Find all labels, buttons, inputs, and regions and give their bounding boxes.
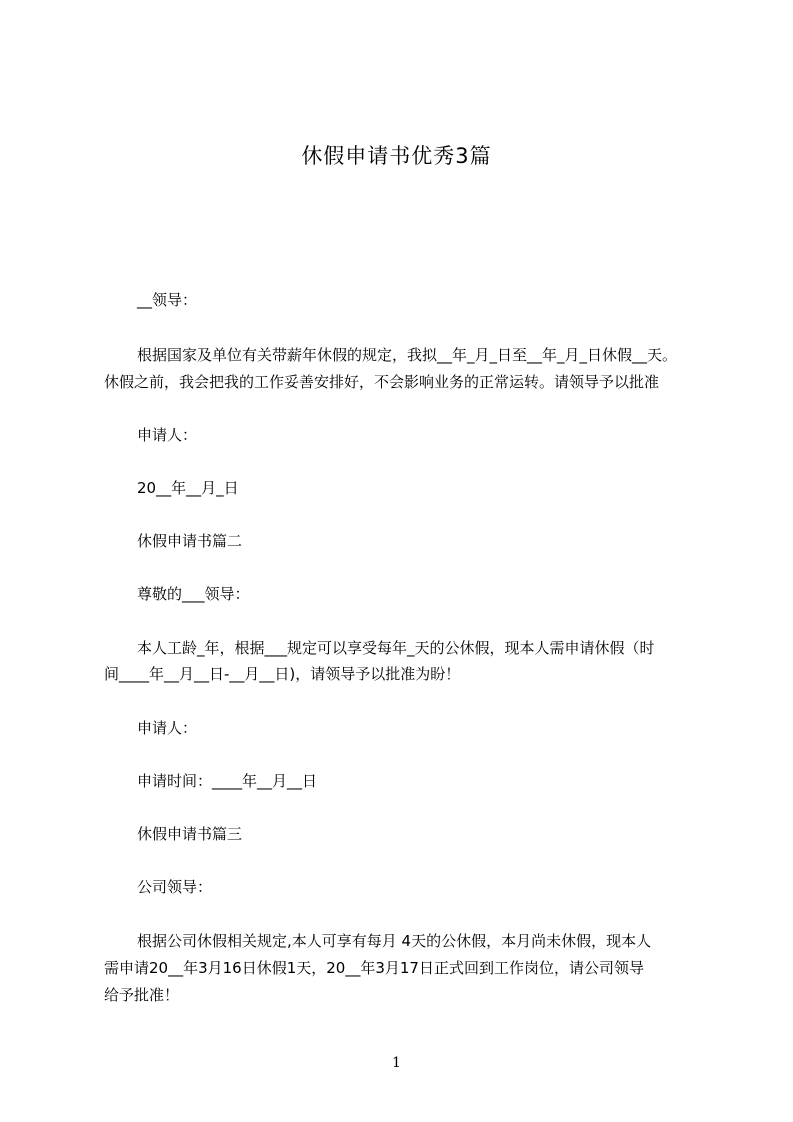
letter2-body-line2: 间____年__月__日-__月__日)，请领导予以批准为盼！	[104, 665, 461, 683]
letter1-salutation: __领导：	[137, 291, 198, 309]
letter3-salutation: 公司领导：	[137, 878, 213, 896]
page-number: 1	[392, 1055, 401, 1071]
document-title: 休假申请书优秀3篇	[301, 144, 492, 168]
letter2-applicant: 申请人：	[137, 719, 198, 737]
letter3-body-line3: 给予批准！	[104, 986, 180, 1004]
letter2-date: 申请时间：____年__月__日	[137, 772, 318, 790]
letter1-date: 20__年__月_日	[137, 479, 239, 497]
letter3-heading: 休假申请书篇三	[137, 825, 243, 843]
letter2-salutation: 尊敬的___领导：	[137, 585, 250, 603]
letter2-body-line1: 本人工龄_年，根据___规定可以享受每年_天的公休假，现本人需申请休假（时	[137, 639, 655, 657]
letter1-body-line2: 休假之前，我会把我的工作妥善安排好，不会影响业务的正常运转。请领导予以批准	[104, 373, 660, 391]
letter1-body-line1: 根据国家及单位有关带薪年休假的规定，我拟__年_月_日至__年_月_日休假__天。	[137, 346, 678, 364]
letter1-applicant: 申请人：	[137, 426, 198, 444]
letter3-body-line1: 根据公司休假相关规定,本人可享有每月 4天的公休假，本月尚未休假，现本人	[137, 932, 652, 950]
letter2-heading: 休假申请书篇二	[137, 532, 243, 550]
letter3-body-line2: 需申请20__年3月16日休假1天，20__年3月17日正式回到工作岗位，请公司领导	[104, 959, 644, 977]
